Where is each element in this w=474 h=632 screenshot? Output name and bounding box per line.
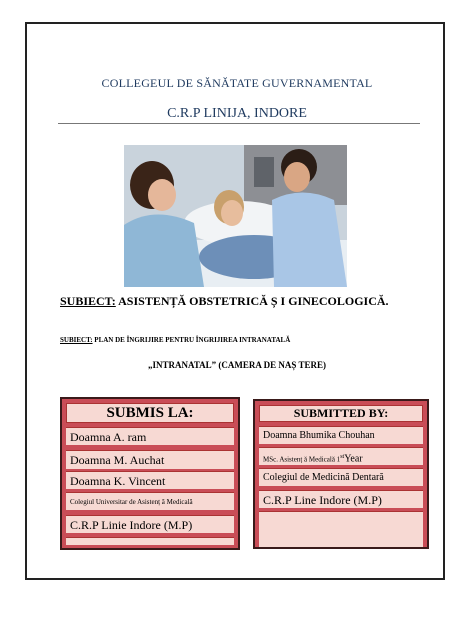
submitted-by-degree: MSc. Asistenț ă Medicală 1 bbox=[263, 455, 341, 464]
submitted-by-box bbox=[253, 399, 429, 549]
submitted-to-item: Doamna K. Vincent bbox=[66, 471, 234, 489]
submitted-by-blank-row bbox=[259, 511, 423, 547]
year-label: Year bbox=[344, 453, 363, 465]
subject-label: SUBIECT: bbox=[60, 294, 116, 308]
submitted-to-item: Doamna A. ram bbox=[66, 427, 234, 445]
subject-title: ASISTENȚĂ OBSTETRICĂ Ș I GINECOLOGICĂ. bbox=[115, 294, 389, 308]
college-name: COLLEGEUL DE SĂNĂTATE GUVERNAMENTAL bbox=[101, 76, 373, 90]
submitted-to-blank-row bbox=[66, 537, 234, 545]
delivery-illustration bbox=[124, 145, 347, 287]
title-divider bbox=[58, 123, 420, 124]
submitted-by-item: Colegiul de Medicină Dentară bbox=[259, 468, 423, 486]
subject-plan-label: SUBIECT: bbox=[60, 336, 93, 344]
ordinal-suffix: st bbox=[340, 454, 345, 460]
submitted-to-item: C.R.P Linie Indore (M.P) bbox=[66, 515, 234, 533]
subject-subtitle: „INTRANATAL” (CAMERA DE NAȘ TERE) bbox=[147, 360, 327, 370]
subject-plan-text: PLAN DE ÎNGRIJIRE PENTRU ÎNGRIJIREA INTRANATALĂ bbox=[92, 336, 291, 344]
submitted-by-item: C.R.P Line Indore (M.P) bbox=[259, 490, 423, 508]
submitted-to-item: Colegiul Universitar de Asistenț ă Medicală bbox=[66, 492, 234, 510]
submitted-by-item bbox=[259, 447, 423, 465]
subject-plan bbox=[60, 336, 290, 344]
submitted-to-box bbox=[60, 397, 240, 550]
subject-heading bbox=[60, 294, 389, 309]
campus-name: C.R.P LINIJA, INDORE bbox=[167, 106, 307, 121]
submitted-by-heading: SUBMITTED BY: bbox=[259, 405, 423, 422]
submitted-to-item: Doamna M. Auchat bbox=[66, 450, 234, 469]
delivery-room-photo bbox=[124, 145, 347, 287]
submitted-to-heading: SUBMIS LA: bbox=[66, 403, 234, 423]
submitted-by-item: Doamna Bhumika Chouhan bbox=[259, 426, 423, 444]
